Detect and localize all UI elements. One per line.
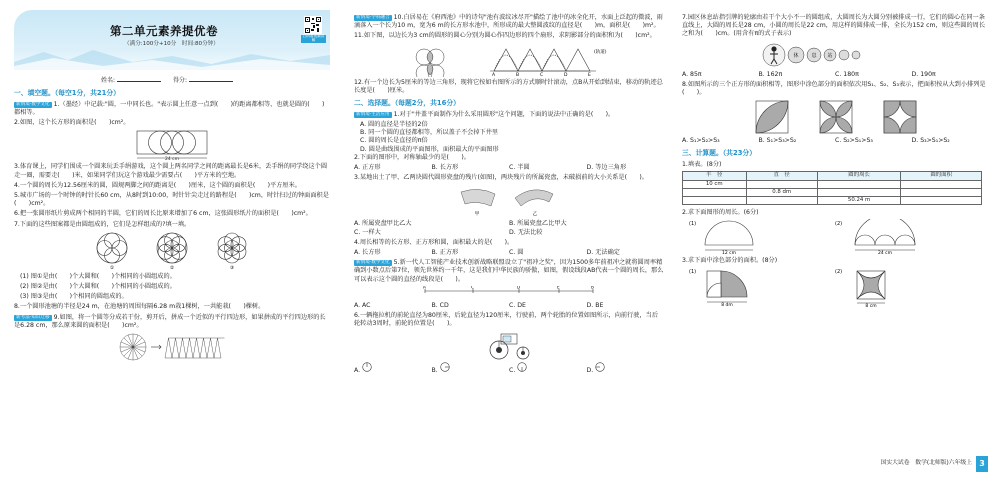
shard-label: 乙	[532, 212, 538, 218]
question-12	[354, 79, 664, 95]
question-6	[14, 210, 330, 218]
option-d[interactable]: D. S₃>S₁>S₂	[911, 137, 950, 145]
score-label: 得分:	[172, 77, 187, 84]
dimension-label: 8 cm	[865, 304, 877, 308]
section-fill-in: 一、填空题。（每空1分，共21分）	[14, 88, 120, 97]
option-d[interactable]: D. 190π	[911, 70, 936, 78]
question-7-sub-2: (2) 图②是由( )个大圆和( )个相同的小圆组成的。	[20, 282, 176, 290]
choice-question-2	[354, 154, 664, 162]
dimension-label: 12 cm	[721, 251, 737, 256]
question-text: 2.下面的图形中，对称轴最少的是( )。	[354, 153, 470, 161]
table-header: 圆的面积	[901, 172, 982, 180]
option-b[interactable]: B. CD	[431, 301, 449, 309]
question-text: 6.一辆拖拉机的前轮直径为80厘米，后轮直径为120厘米，行驶前，两个轮胎的位置如图所示，向前行驶，当后轮转动3周时，前轮的位置是( )。	[354, 311, 659, 328]
table-cell: 0.8 dm	[746, 188, 817, 196]
table-header: 直 径	[746, 172, 817, 180]
option-b[interactable]	[432, 362, 510, 375]
sector-line	[133, 338, 142, 347]
point-label: C	[471, 285, 474, 290]
option-c[interactable]: C. 圆	[509, 248, 524, 256]
score-field[interactable]	[189, 76, 233, 82]
table-cell[interactable]	[901, 188, 982, 196]
point-label: A	[423, 285, 426, 290]
point-label: B	[591, 285, 594, 290]
calc-question-2: 2.求下面图形的周长。(6分)	[682, 208, 759, 216]
table-cell[interactable]	[746, 180, 817, 188]
point-label: A	[492, 72, 496, 77]
shaded-squares-figure	[740, 99, 930, 135]
sector-line	[133, 347, 142, 356]
question-text: 6.把一张圆形纸片剪成两个相同的半圆，它们的周长比原来增加了6 cm，这张圆形纸片的面积是( )cm²。	[14, 210, 312, 218]
option-a[interactable]	[354, 362, 432, 375]
shaded-area-figures	[685, 267, 985, 307]
dimension-label: 24 cm	[164, 157, 180, 162]
option-label: A.	[354, 367, 361, 375]
question-text: 4.周长相等的长方形、正方形和圆，面积最大的是( )。	[354, 238, 514, 246]
option-c[interactable]: C. S₂>S₁>S₃	[835, 137, 873, 145]
exam-info: （满分:100分+10分 时间:80分钟）	[124, 41, 219, 47]
option-b[interactable]: B. S₁>S₃>S₂	[758, 137, 797, 145]
circle-to-parallelogram-figure	[117, 332, 227, 364]
question-text: 2.如图，这个长方形的面积是( )cm²。	[14, 119, 130, 127]
question-text: 8.一个圆形池塘的半径是24 m，在池塘的周围每隔6.28 m栽1棵树，一共能栽( )棵树。	[14, 303, 265, 311]
table-cell[interactable]	[683, 188, 747, 196]
table-row	[683, 180, 982, 188]
rectangle-circles-figure	[129, 129, 215, 161]
dimension-label: 24 cm	[877, 251, 893, 256]
point-label: B	[516, 72, 520, 77]
choice-options-7	[682, 71, 988, 79]
table-cell[interactable]	[817, 180, 901, 188]
track-label: (轨道)	[594, 49, 607, 55]
figure-label: ②	[169, 265, 175, 271]
choice-options-4	[354, 249, 664, 257]
sign-char: 息	[811, 52, 817, 59]
parallelogram-strip	[165, 338, 225, 358]
question-7-sub-3: (3) 图③是由( )个相同的圆组成的。	[20, 293, 128, 301]
perimeter-figures	[685, 219, 985, 255]
option-d[interactable]	[587, 362, 665, 375]
question-3	[14, 163, 330, 179]
left-column	[0, 0, 336, 482]
tag-badge: 新情境·数学文化	[16, 101, 50, 107]
option-a[interactable]: A. 长方形	[354, 248, 381, 256]
question-text: 1.对于"井盖平面制作为什么采用圆形"这个问题，下面的说法中正确的是( )。	[393, 110, 615, 118]
question-1	[14, 101, 330, 117]
question-text: 12.有一个边长为5厘米的等边三角形，现将它按如右图所示的方式顺时针滚动，点B从开始到结束，移动的轨迹总长度是( )厘米。	[354, 78, 663, 94]
option-a[interactable]: A. S₁>S₂>S₃	[682, 137, 720, 145]
header-banner	[14, 10, 330, 70]
calc-question-1: 1.填表。(8分)	[682, 161, 722, 169]
option-d[interactable]: D. BE	[586, 301, 604, 309]
question-7-sub-1: (1) 图①是由( )个大圆和( )个相同的小圆组成的。	[20, 272, 176, 280]
choice-question-5	[354, 259, 664, 284]
option-b[interactable]: B. 正方形	[431, 248, 459, 256]
option-label: D.	[586, 367, 594, 375]
question-10	[354, 14, 664, 30]
choice-question-7	[682, 14, 988, 39]
page-footer	[881, 456, 988, 472]
point-label: C	[540, 72, 544, 77]
question-text: 3.体育课上，同学们围成一个圆来玩丢手绢游戏，这个圆上两名同学之间的距离最长是6米，丢手绢的同学绕这个圆走一圈，需要走( )米，如果同学们玩这个游戏最少需要占( )平方米的空地。	[14, 163, 328, 179]
question-7	[14, 221, 330, 229]
qr-code-icon[interactable]	[304, 16, 322, 34]
tag-badge: 新情境·数学文化	[356, 260, 390, 266]
qr-label: 扫码看视频讲解	[302, 34, 325, 42]
option-b[interactable]: B. 同一个圆的直径都相等，所以盖子不会掉下井里	[360, 129, 499, 137]
rest-stop-sign-figure	[760, 41, 910, 69]
option-label: C.	[509, 367, 516, 375]
question-text: 7.园区休息站指引牌的轮廓由若干个大小不一的圆组成，大圆周长为大圆分别被排成一行，它们的圆心在同一条直线上，大圆的周长是28 cm，小圆的周长是22 cm，用这样的圆排成一排，全长为152 cm，则这些圆的周长之和为( )cm。(用含有π的式子表示)	[682, 14, 986, 38]
line-segment-figure	[419, 286, 599, 300]
tag-badge: 新考法·知识迁移	[16, 314, 50, 320]
figure-label: (1)	[689, 269, 697, 276]
question-text: 1.（墨经）中记载:"圆，一中同长也。"表示圆上任意一点到( )的距离都相等，也就是圆的( )都相等。	[14, 100, 325, 117]
figure-label: ①	[109, 265, 115, 271]
sign-char: 休	[793, 52, 799, 59]
wheel-icon	[595, 362, 605, 372]
option-c[interactable]: C. 180π	[835, 70, 859, 78]
question-text: 9.如图，将一个圆等分成若干份，剪开后，拼成一个近似的平行四边形，如果拼成的平行四边形的长是6.28 cm，那么原来圆的面积是( )cm²。	[14, 313, 326, 329]
table-row	[683, 196, 982, 204]
figure-label: ③	[229, 265, 235, 271]
table-header: 半 径	[683, 172, 747, 180]
question-text: 5.新一代人工智能产业技术创新战略联盟设立了"祖冲之奖"，因为1500多年前祖冲之就将圆周率精确到小数点后第7位，领先世界约一千年，这是我们中华民族的骄傲，如图，假设线段AB代表一个圆的周长，那么可以表示这个圆的直径的线段是( )。	[354, 259, 664, 283]
option-d[interactable]: D. 无法确定	[586, 248, 620, 256]
question-text: 10.白居易在《府西池》中的诗句"池有波纹冰尽开"描绘了池中的冰全化开，水面上泛起的微波，雨滴落入一个长为10 m，宽为6 m的长方形水池中，所形成的最大整圆波纹的直径是( )m，面积是( )m²。	[354, 14, 663, 30]
option-b[interactable]: B. 长方形	[431, 164, 459, 172]
sign-char: 站	[827, 52, 833, 59]
tag-badge: 新情境·学科融合	[356, 15, 390, 20]
option-d[interactable]: D. 等边三角形	[586, 164, 627, 172]
wheel-icon	[440, 362, 450, 372]
mountain-decoration-icon	[14, 46, 330, 70]
name-field[interactable]	[117, 76, 161, 82]
tag-badge: 新情境·生活应用	[356, 111, 390, 117]
porcelain-shards-figure	[449, 184, 569, 218]
choice-question-1	[354, 111, 664, 119]
arc-shapes-figure	[404, 43, 614, 77]
choice-question-3	[354, 174, 664, 182]
name-score-row	[14, 76, 330, 85]
question-4	[14, 182, 330, 190]
figure-label: (1)	[689, 221, 697, 228]
point-label: D	[564, 72, 568, 77]
table-cell: 50.24 m	[817, 196, 901, 204]
choice-options-1	[360, 121, 664, 154]
table-cell[interactable]	[746, 196, 817, 204]
option-b[interactable]: B. 162π	[758, 70, 783, 78]
circle-patterns-figure	[72, 231, 272, 271]
option-label: B.	[431, 367, 438, 375]
figure-label: (2)	[835, 269, 843, 276]
option-d[interactable]: D. 圆是曲线围成的平面图形，面积最大的平面图形	[360, 145, 499, 153]
question-9	[14, 314, 330, 330]
page-number: 3	[976, 456, 988, 472]
question-5	[14, 192, 330, 208]
option-c[interactable]: C. 圆的周长是直径的π倍	[360, 137, 428, 145]
choice-question-6	[354, 312, 664, 328]
sector-line	[124, 338, 133, 347]
right-column	[672, 0, 1000, 482]
option-a[interactable]: A. 所属瓷盘甲比乙大	[354, 220, 412, 228]
option-c[interactable]: C. 一样大	[354, 228, 381, 236]
question-text: 11.如下图，以边长为3 cm的圆形的圆心分别为圆心作四边形的四个扇形，求阴影部分的面积和为( )cm²。	[354, 32, 656, 40]
option-a[interactable]: A. 85π	[682, 70, 702, 78]
section-calculation: 三、计算题。（共23分）	[682, 149, 757, 158]
question-2	[14, 119, 330, 127]
sector-line	[124, 347, 133, 356]
option-a[interactable]: A. AC	[354, 301, 371, 309]
question-text: 8.如图所示的三个正方形的面积相等，图形中涂色部分的面积依次用S₁、S₂、S₃表示，把面积按从大到小排列是( )。	[682, 80, 986, 96]
tractor-icon	[479, 330, 539, 360]
question-text: 4.一个圆的周长为12.56厘米的圆，圆规两脚之间的距离是( )厘米，这个圆的面积是( )平方厘米。	[14, 181, 301, 189]
table-cell: 10 cm	[683, 180, 747, 188]
middle-column	[340, 0, 670, 482]
dimension-label: 8 dm	[721, 303, 733, 308]
choice-options-5	[354, 302, 664, 310]
table-cell[interactable]	[901, 180, 982, 188]
table-row	[683, 188, 982, 196]
name-label: 姓名:	[101, 77, 116, 84]
choice-options-8	[682, 137, 988, 145]
footer-text: 国实大试卷 数学(北师版)六年级上	[880, 460, 972, 467]
option-b[interactable]: B. 所属瓷盘乙比甲大	[509, 220, 567, 228]
option-c[interactable]: C. 半圆	[509, 164, 530, 172]
choice-options-3	[354, 220, 664, 236]
option-c[interactable]	[509, 362, 587, 375]
question-text: 3.某地出土了甲、乙两块圆代圆形瓷盘的残片(如图)，两块残片的所属瓷盘，未破损前的大小关系是( )。	[354, 174, 648, 182]
choice-question-4	[354, 239, 664, 247]
question-text: 5.城市广场的一个时钟的时针长60 cm，从8时到10:00，时针针尖走过的路程是( )cm，时针扫过的钟面面积是( )cm²。	[14, 192, 329, 208]
point-label: D	[517, 285, 521, 290]
wheel-icon	[362, 362, 372, 372]
choice-question-8	[682, 81, 988, 97]
table-cell[interactable]	[901, 196, 982, 204]
choice-options-2	[354, 164, 664, 172]
fill-table	[682, 171, 982, 205]
option-d[interactable]: D. 无法比较	[509, 228, 543, 236]
wheel-icon	[517, 362, 527, 372]
point-label: E	[557, 285, 560, 290]
option-a[interactable]: A. 圆的直径是半径的2倍	[360, 121, 428, 129]
question-8	[14, 303, 330, 311]
question-text: 7.下面的这些图案都是由圆组成的，它们是怎样组成的?填一填。	[14, 220, 191, 228]
page-title: 第二单元素养提优卷	[110, 24, 218, 38]
option-c[interactable]: C. DE	[509, 301, 526, 309]
question-11	[354, 32, 664, 40]
table-header: 圆的周长	[817, 172, 901, 180]
shard-label: 甲	[474, 212, 480, 218]
table-cell[interactable]	[817, 188, 901, 196]
figure-label: (2)	[835, 221, 843, 228]
choice-options-6	[354, 362, 664, 375]
table-cell[interactable]	[683, 196, 747, 204]
section-choice: 二、选择题。（每题2分，共16分）	[354, 98, 460, 107]
option-a[interactable]: A. 正方形	[354, 164, 381, 172]
point-label: E	[588, 72, 591, 77]
calc-question-3: 3.求下面中涂色部分的面积。(8分)	[682, 257, 778, 265]
